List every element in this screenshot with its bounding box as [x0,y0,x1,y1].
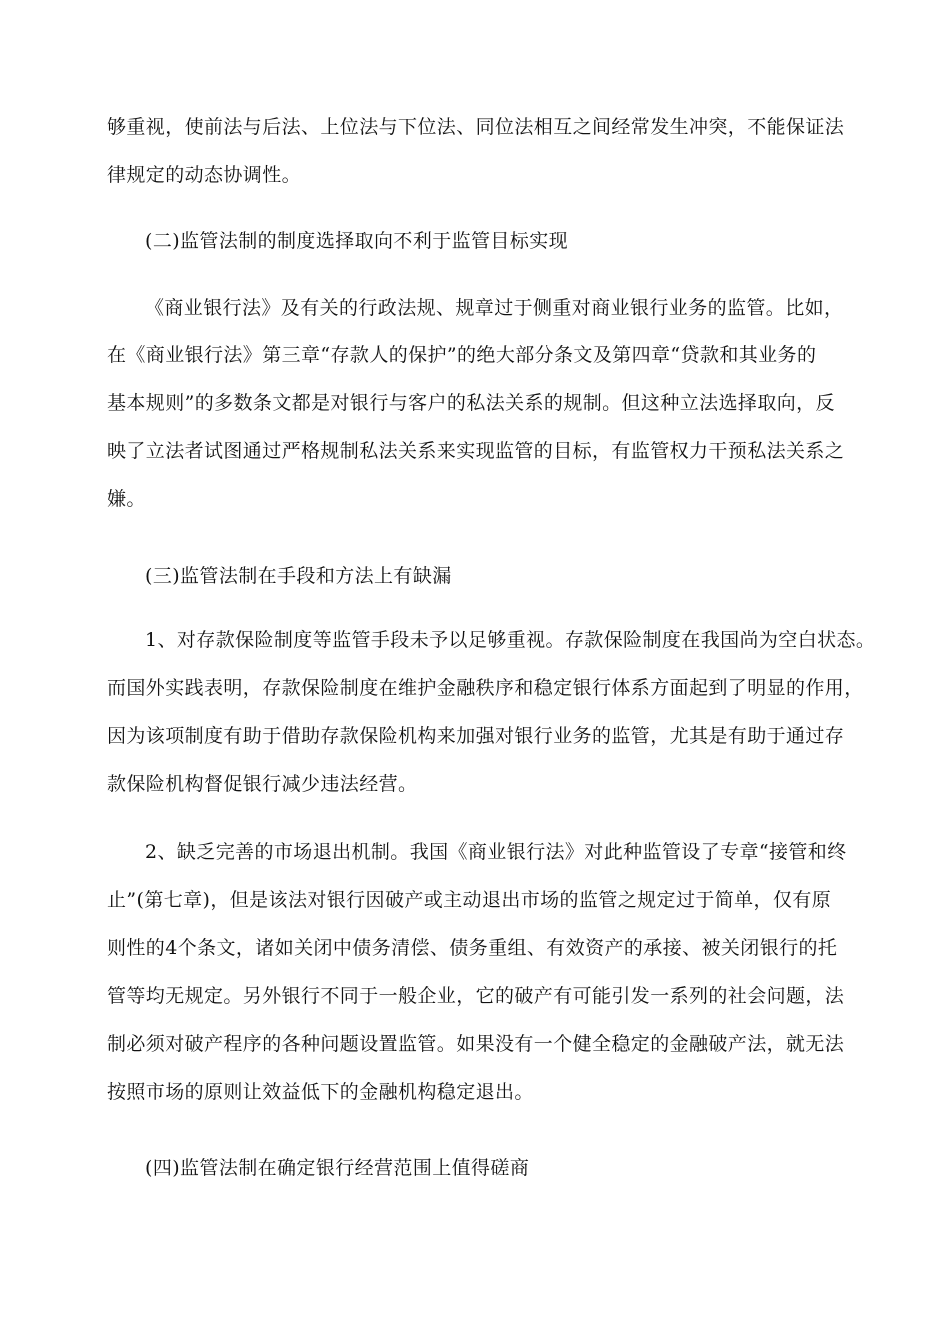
body-text-line: 1、对存款保险制度等监管手段未予以足够重视。存款保险制度在我国尚为空白状态。 [145,629,876,651]
body-text-line: 管等均无规定。另外银行不同于一般企业，它的破产有可能引发一系列的社会问题，法 [107,985,845,1007]
section-heading: (二)监管法制的制度选择取向不利于监管目标实现 [145,230,569,252]
section-heading: (四)监管法制在确定银行经营范围上值得磋商 [145,1157,530,1179]
body-text-line: 而国外实践表明，存款保险制度在维护金融秩序和稳定银行体系方面起到了明显的作用， [107,677,864,699]
body-text-line: 款保险机构督促银行减少违法经营。 [107,773,418,795]
body-text-line: 2、缺乏完善的市场退出机制。我国《商业银行法》对此种监管设了专章“接管和终 [145,841,847,863]
body-text-line: 《商业银行法》及有关的行政法规、规章过于侧重对商业银行业务的监管。比如， [145,297,844,319]
section-heading: (三)监管法制在手段和方法上有缺漏 [145,565,452,587]
body-text-line: 因为该项制度有助于借助存款保险机构来加强对银行业务的监管，尤其是有助于通过存 [107,725,845,747]
body-text-line: 律规定的动态协调性。 [107,164,302,186]
body-text-line: 够重视，使前法与后法、上位法与下位法、同位法相互之间经常发生冲突，不能保证法 [107,116,845,138]
body-text-line: 映了立法者试图通过严格规制私法关系来实现监管的目标，有监管权力干预私法关系之 [107,440,845,462]
body-text-line: 按照市场的原则让效益低下的金融机构稳定退出。 [107,1081,534,1103]
body-text-line: 基本规则”的多数条文都是对银行与客户的私法关系的规制。但这种立法选择取向，反 [107,392,835,414]
body-text-line: 则性的4个条文，诸如关闭中债务清偿、债务重组、有效资产的承接、被关闭银行的托 [107,937,838,959]
body-text-line: 嫌。 [107,488,146,510]
body-text-line: 止”(第七章)，但是该法对银行因破产或主动退出市场的监管之规定过于简单，仅有原 [107,889,832,911]
body-text-line: 制必须对破产程序的各种问题设置监管。如果没有一个健全稳定的金融破产法，就无法 [107,1033,845,1055]
body-text-line: 在《商业银行法》第三章“存款人的保护”的绝大部分条文及第四章“贷款和其业务的 [107,344,817,366]
